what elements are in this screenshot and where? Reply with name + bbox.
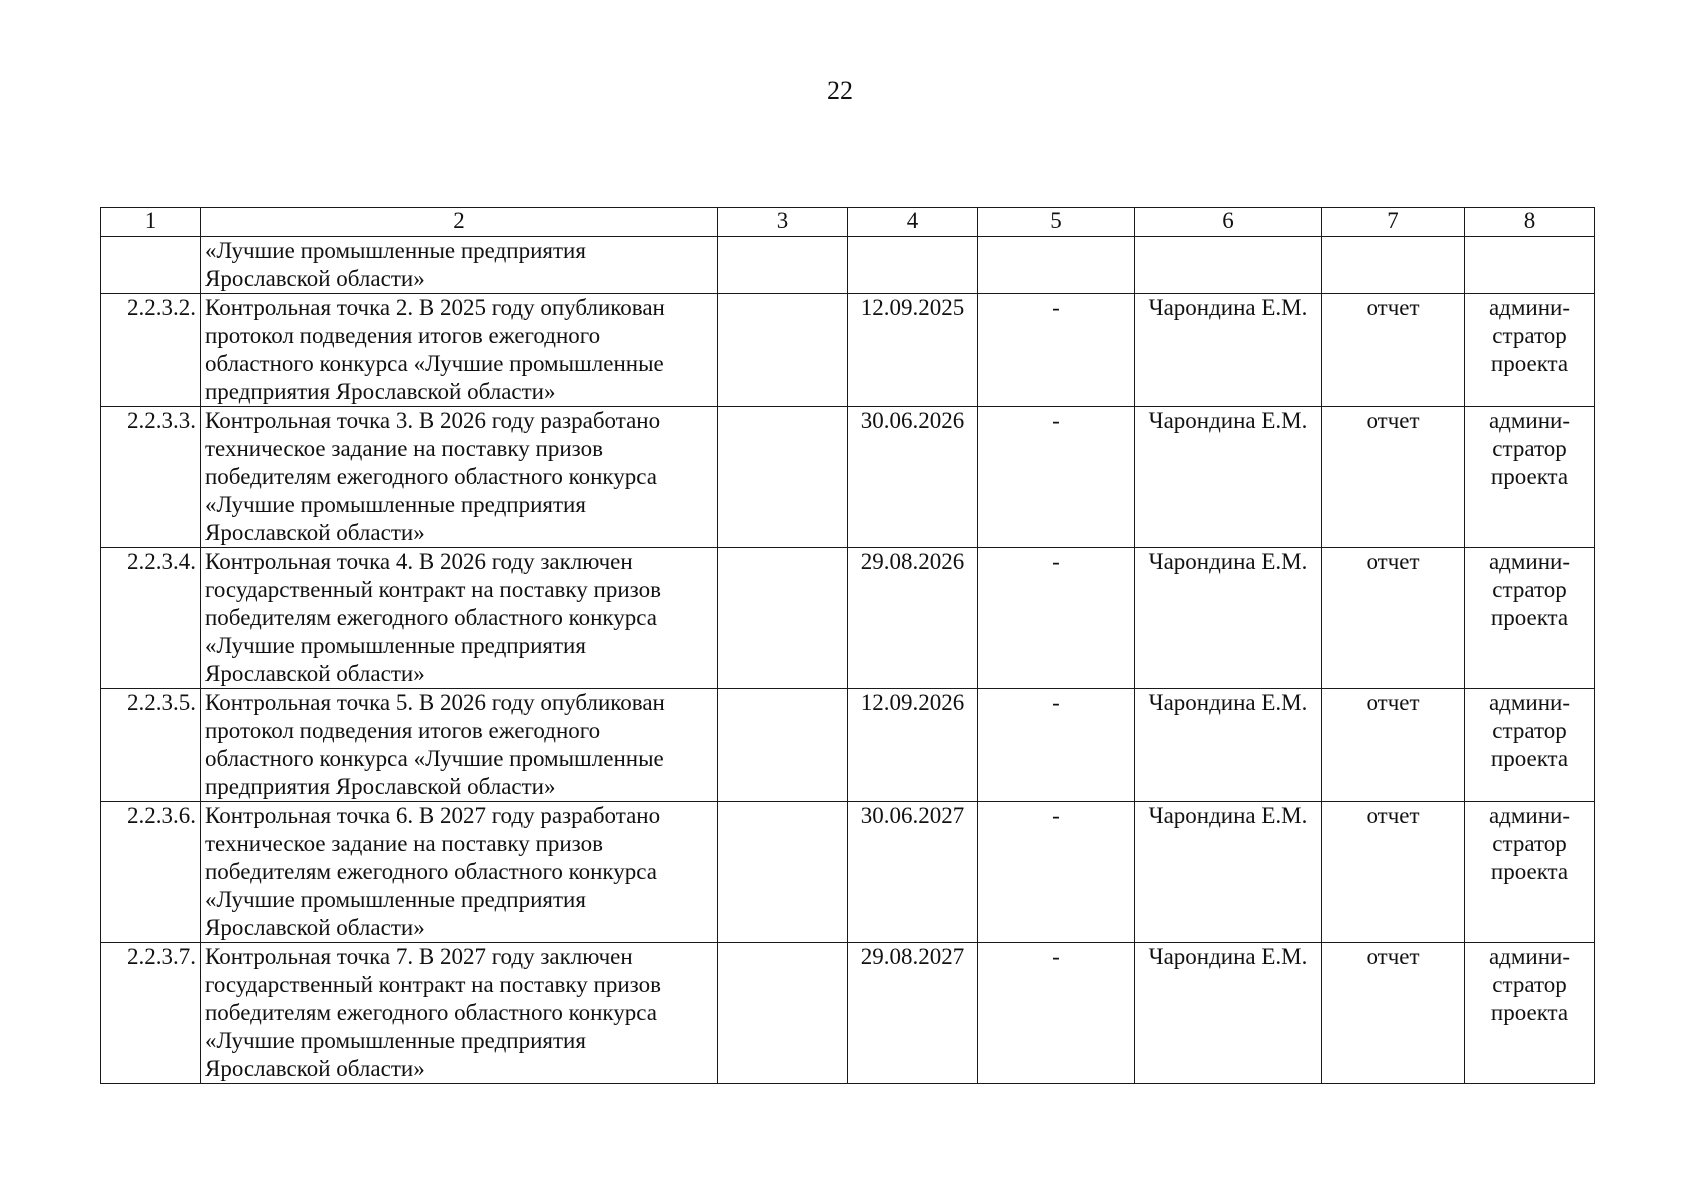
column-3-cell	[718, 689, 848, 802]
schedule-table	[100, 207, 1595, 1084]
deadline-date-cell: 29.08.2027	[848, 943, 978, 1084]
item-text-cell: Контрольная точка 2. В 2025 году опубликован протокол подведения итогов ежегодного областного конкурса «Лучшие промышленные предприятия Ярославской области»	[201, 294, 718, 407]
table-row	[101, 802, 1595, 943]
table-row	[101, 407, 1595, 548]
empty-cell	[978, 237, 1135, 294]
responsible-person-cell: Чарондина Е.М.	[1135, 294, 1322, 407]
document-type-cell: отчет	[1322, 943, 1465, 1084]
column-3-cell	[718, 407, 848, 548]
responsible-person-cell: Чарондина Е.М.	[1135, 943, 1322, 1084]
column-5-cell: -	[978, 943, 1135, 1084]
confirming-role-cell: админи-стратор проекта	[1465, 802, 1595, 943]
confirming-role-cell: админи-стратор проекта	[1465, 548, 1595, 689]
column-3-cell	[718, 943, 848, 1084]
column-3-cell	[718, 548, 848, 689]
document-type-cell: отчет	[1322, 407, 1465, 548]
empty-cell	[1465, 237, 1595, 294]
table-row	[101, 294, 1595, 407]
column-5-cell: -	[978, 294, 1135, 407]
column-5-cell: -	[978, 689, 1135, 802]
confirming-role-cell: админи-стратор проекта	[1465, 943, 1595, 1084]
item-text-cell: Контрольная точка 6. В 2027 году разработано техническое задание на поставку призов победителям ежегодного областного конкурса «Лучшие промышленные предприятия Ярославской области»	[201, 802, 718, 943]
page-number: 22	[827, 76, 853, 105]
column-header: 1	[101, 208, 201, 237]
empty-cell	[718, 237, 848, 294]
table-row	[101, 689, 1595, 802]
column-header: 4	[848, 208, 978, 237]
table-row	[101, 548, 1595, 689]
item-text-cell: Контрольная точка 3. В 2026 году разработано техническое задание на поставку призов победителям ежегодного областного конкурса «Лучшие промышленные предприятия Ярославской области»	[201, 407, 718, 548]
responsible-person-cell: Чарондина Е.М.	[1135, 548, 1322, 689]
column-5-cell: -	[978, 802, 1135, 943]
document-type-cell: отчет	[1322, 294, 1465, 407]
column-header: 2	[201, 208, 718, 237]
item-text-cell: Контрольная точка 5. В 2026 году опубликован протокол подведения итогов ежегодного областного конкурса «Лучшие промышленные предприятия Ярославской области»	[201, 689, 718, 802]
empty-cell	[1135, 237, 1322, 294]
continuation-row	[101, 237, 1595, 294]
responsible-person-cell: Чарондина Е.М.	[1135, 689, 1322, 802]
column-header: 6	[1135, 208, 1322, 237]
item-number-cell: 2.2.3.3.	[101, 407, 201, 548]
column-number-row	[101, 208, 1595, 237]
column-3-cell	[718, 294, 848, 407]
document-type-cell: отчет	[1322, 548, 1465, 689]
deadline-date-cell: 12.09.2025	[848, 294, 978, 407]
item-text-cell: «Лучшие промышленные предприятия Ярославской области»	[201, 237, 718, 294]
column-3-cell	[718, 802, 848, 943]
column-5-cell: -	[978, 548, 1135, 689]
item-number-cell: 2.2.3.2.	[101, 294, 201, 407]
item-number-cell: 2.2.3.4.	[101, 548, 201, 689]
deadline-date-cell: 12.09.2026	[848, 689, 978, 802]
column-header: 5	[978, 208, 1135, 237]
deadline-date-cell: 29.08.2026	[848, 548, 978, 689]
column-header: 7	[1322, 208, 1465, 237]
deadline-date-cell: 30.06.2026	[848, 407, 978, 548]
empty-cell	[848, 237, 978, 294]
item-text-cell: Контрольная точка 7. В 2027 году заключен государственный контракт на поставку призов победителям ежегодного областного конкурса «Лучшие промышленные предприятия Ярославской области»	[201, 943, 718, 1084]
responsible-person-cell: Чарондина Е.М.	[1135, 407, 1322, 548]
empty-cell	[1322, 237, 1465, 294]
confirming-role-cell: админи-стратор проекта	[1465, 689, 1595, 802]
item-number-cell: 2.2.3.6.	[101, 802, 201, 943]
responsible-person-cell: Чарондина Е.М.	[1135, 802, 1322, 943]
document-type-cell: отчет	[1322, 802, 1465, 943]
item-text-cell: Контрольная точка 4. В 2026 году заключен государственный контракт на поставку призов победителям ежегодного областного конкурса «Лучшие промышленные предприятия Ярославской области»	[201, 548, 718, 689]
column-header: 3	[718, 208, 848, 237]
item-number-cell: 2.2.3.5.	[101, 689, 201, 802]
confirming-role-cell: админи-стратор проекта	[1465, 407, 1595, 548]
column-header: 8	[1465, 208, 1595, 237]
deadline-date-cell: 30.06.2027	[848, 802, 978, 943]
confirming-role-cell: админи-стратор проекта	[1465, 294, 1595, 407]
item-number-cell: 2.2.3.7.	[101, 943, 201, 1084]
table-row	[101, 943, 1595, 1084]
item-number-cell	[101, 237, 201, 294]
column-5-cell: -	[978, 407, 1135, 548]
document-type-cell: отчет	[1322, 689, 1465, 802]
